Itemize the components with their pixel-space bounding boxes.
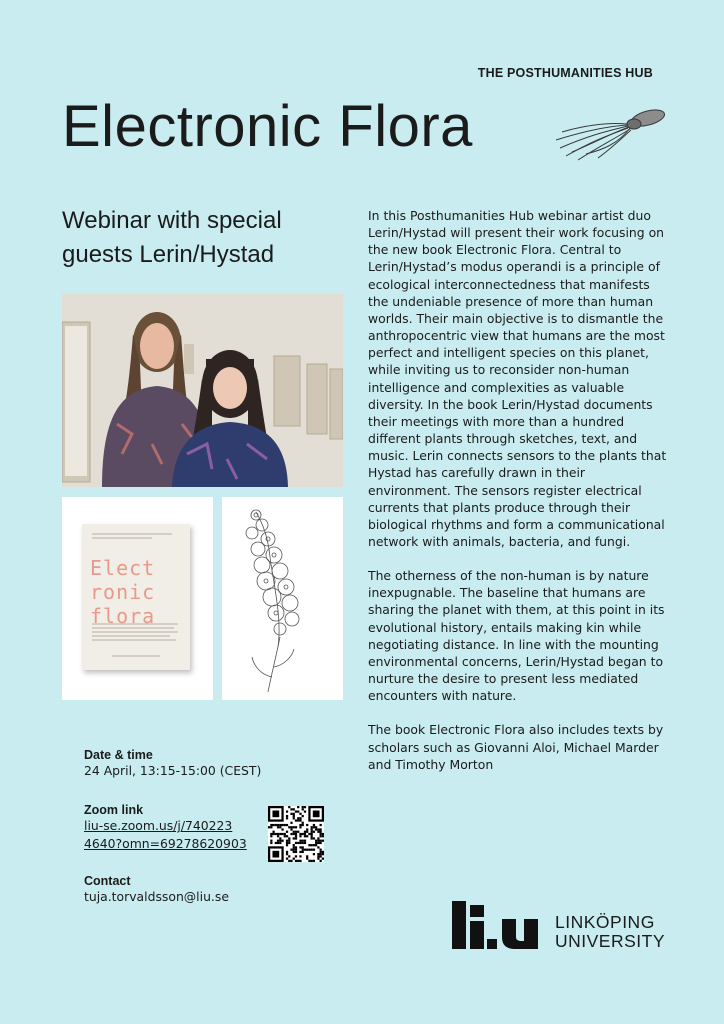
book-cover-card xyxy=(62,497,213,700)
description-paragraph-2: The otherness of the non-human is by nature inexpugnable. The baseline that humans are sharing the planet with them, at this point in its evolutional history, entails making kin while negotiating distance. In line with the mounting environmental concerns, Lerin/Hystad began to nurture the desire to present less mediated encounters with nature. xyxy=(368,568,665,704)
description-paragraph-1: In this Posthumanities Hub webinar artist duo Lerin/Hystad will present their work focusing on the new book Electronic Flora. Central to Lerin/Hystad’s modus operandi is a principle of ecological interconnectedness that manifests the undeniable presence of more than human worlds. Their main objective is to dismantle the anthropocentric view that humans are the most perfect and intelligent species on this planet, while inviting us to reconsider non-human intelligence and complexities as valuable diversity. In the book Lerin/Hystad documents their meetings with more than a hundred different plants through sketches, text, and music. Lerin connects sensors to the plants that Hystad has carefully drawn in their environment. The sensors register electrical currents that plants produce through their biological rhythms and form a communicational network with animals, bacteria, and fungi. xyxy=(368,208,667,549)
contact-label: Contact xyxy=(84,874,131,888)
zoom-label: Zoom link xyxy=(84,803,144,817)
liu-logo-icon xyxy=(452,899,548,951)
squid-illustration-icon xyxy=(552,104,670,162)
date-section xyxy=(84,748,261,780)
description xyxy=(368,207,668,790)
qr-code-icon xyxy=(268,806,324,862)
zoom-section xyxy=(84,803,264,853)
book-title: Elect ronic flora xyxy=(90,556,156,628)
book-cover xyxy=(82,524,190,670)
organization-name: THE POSTHUMANITIES HUB xyxy=(477,66,653,80)
university-name xyxy=(555,913,665,951)
subtitle: Webinar with special guests Lerin/Hystad xyxy=(62,207,282,268)
contact-section xyxy=(84,874,229,906)
date-label: Date & time xyxy=(84,748,153,762)
description-paragraph-3: The book Electronic Flora also includes texts by scholars such as Giovanni Aloi, Michael Marder and Timothy Morton xyxy=(368,722,664,772)
plant-drawing xyxy=(222,497,343,700)
university-name-line-2: UNIVERSITY xyxy=(555,931,666,951)
zoom-link[interactable]: liu-se.zoom.us/j/740223 4640?omn=69278620903 xyxy=(84,818,247,851)
university-name-line-1: LINKÖPING xyxy=(555,912,655,932)
plant-drawing-card xyxy=(222,497,343,700)
contact-email[interactable]: tuja.torvaldsson@liu.se xyxy=(84,889,229,904)
page-title: Electronic Flora xyxy=(62,94,473,159)
date-value: 24 April, 13:15-15:00 (CEST) xyxy=(84,763,262,778)
artists-photo xyxy=(62,294,343,487)
